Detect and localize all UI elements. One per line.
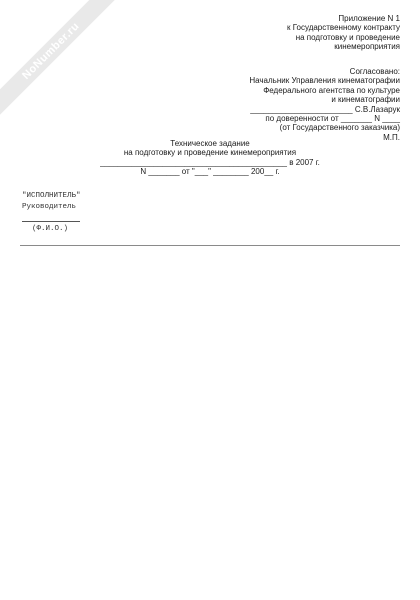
executor-label: "ИСПОЛНИТЕЛЬ" <box>22 192 81 200</box>
approval-position-2: Федерального агентства по культуре <box>263 85 400 95</box>
executor-role: Руководитель <box>22 203 77 211</box>
approval-position-1: Начальник Управления кинематографии <box>249 76 400 86</box>
title-line-4: N _______ от "___" ________ 200__ г. <box>140 167 280 177</box>
watermark-text: NoNumber.ru <box>0 0 117 117</box>
approval-seal: М.П. <box>383 132 400 142</box>
approval-power-of-attorney: по доверенности от _______ N ____ <box>265 114 400 124</box>
approval-block <box>249 67 400 142</box>
annex-number: Приложение N 1 <box>338 14 400 23</box>
bottom-divider <box>20 245 400 246</box>
watermark-ribbon <box>0 0 130 130</box>
executor-block <box>22 191 81 235</box>
approval-heading: Согласовано: <box>349 67 400 76</box>
annex-event: кинемероприятия <box>334 42 400 52</box>
title-line-2: на подготовку и проведение кинемероприятия <box>123 148 297 158</box>
approval-signature-line: _______________________ С.В.Лазарук <box>250 104 400 114</box>
title-line-3: __________________________________________ в 2007 г. <box>100 157 320 167</box>
annex-block <box>287 14 400 52</box>
approval-customer: (от Государственного заказчика) <box>279 123 400 133</box>
executor-signature-line <box>22 215 80 222</box>
annex-purpose: на подготовку и проведение <box>295 32 400 42</box>
annex-contract: к Государственному контракту <box>286 23 400 33</box>
executor-fio: (Ф.И.О.) <box>32 225 69 233</box>
title-line-1: Техническое задание <box>170 139 250 148</box>
document-title <box>0 139 420 177</box>
approval-position-3: и кинематографии <box>331 95 400 105</box>
